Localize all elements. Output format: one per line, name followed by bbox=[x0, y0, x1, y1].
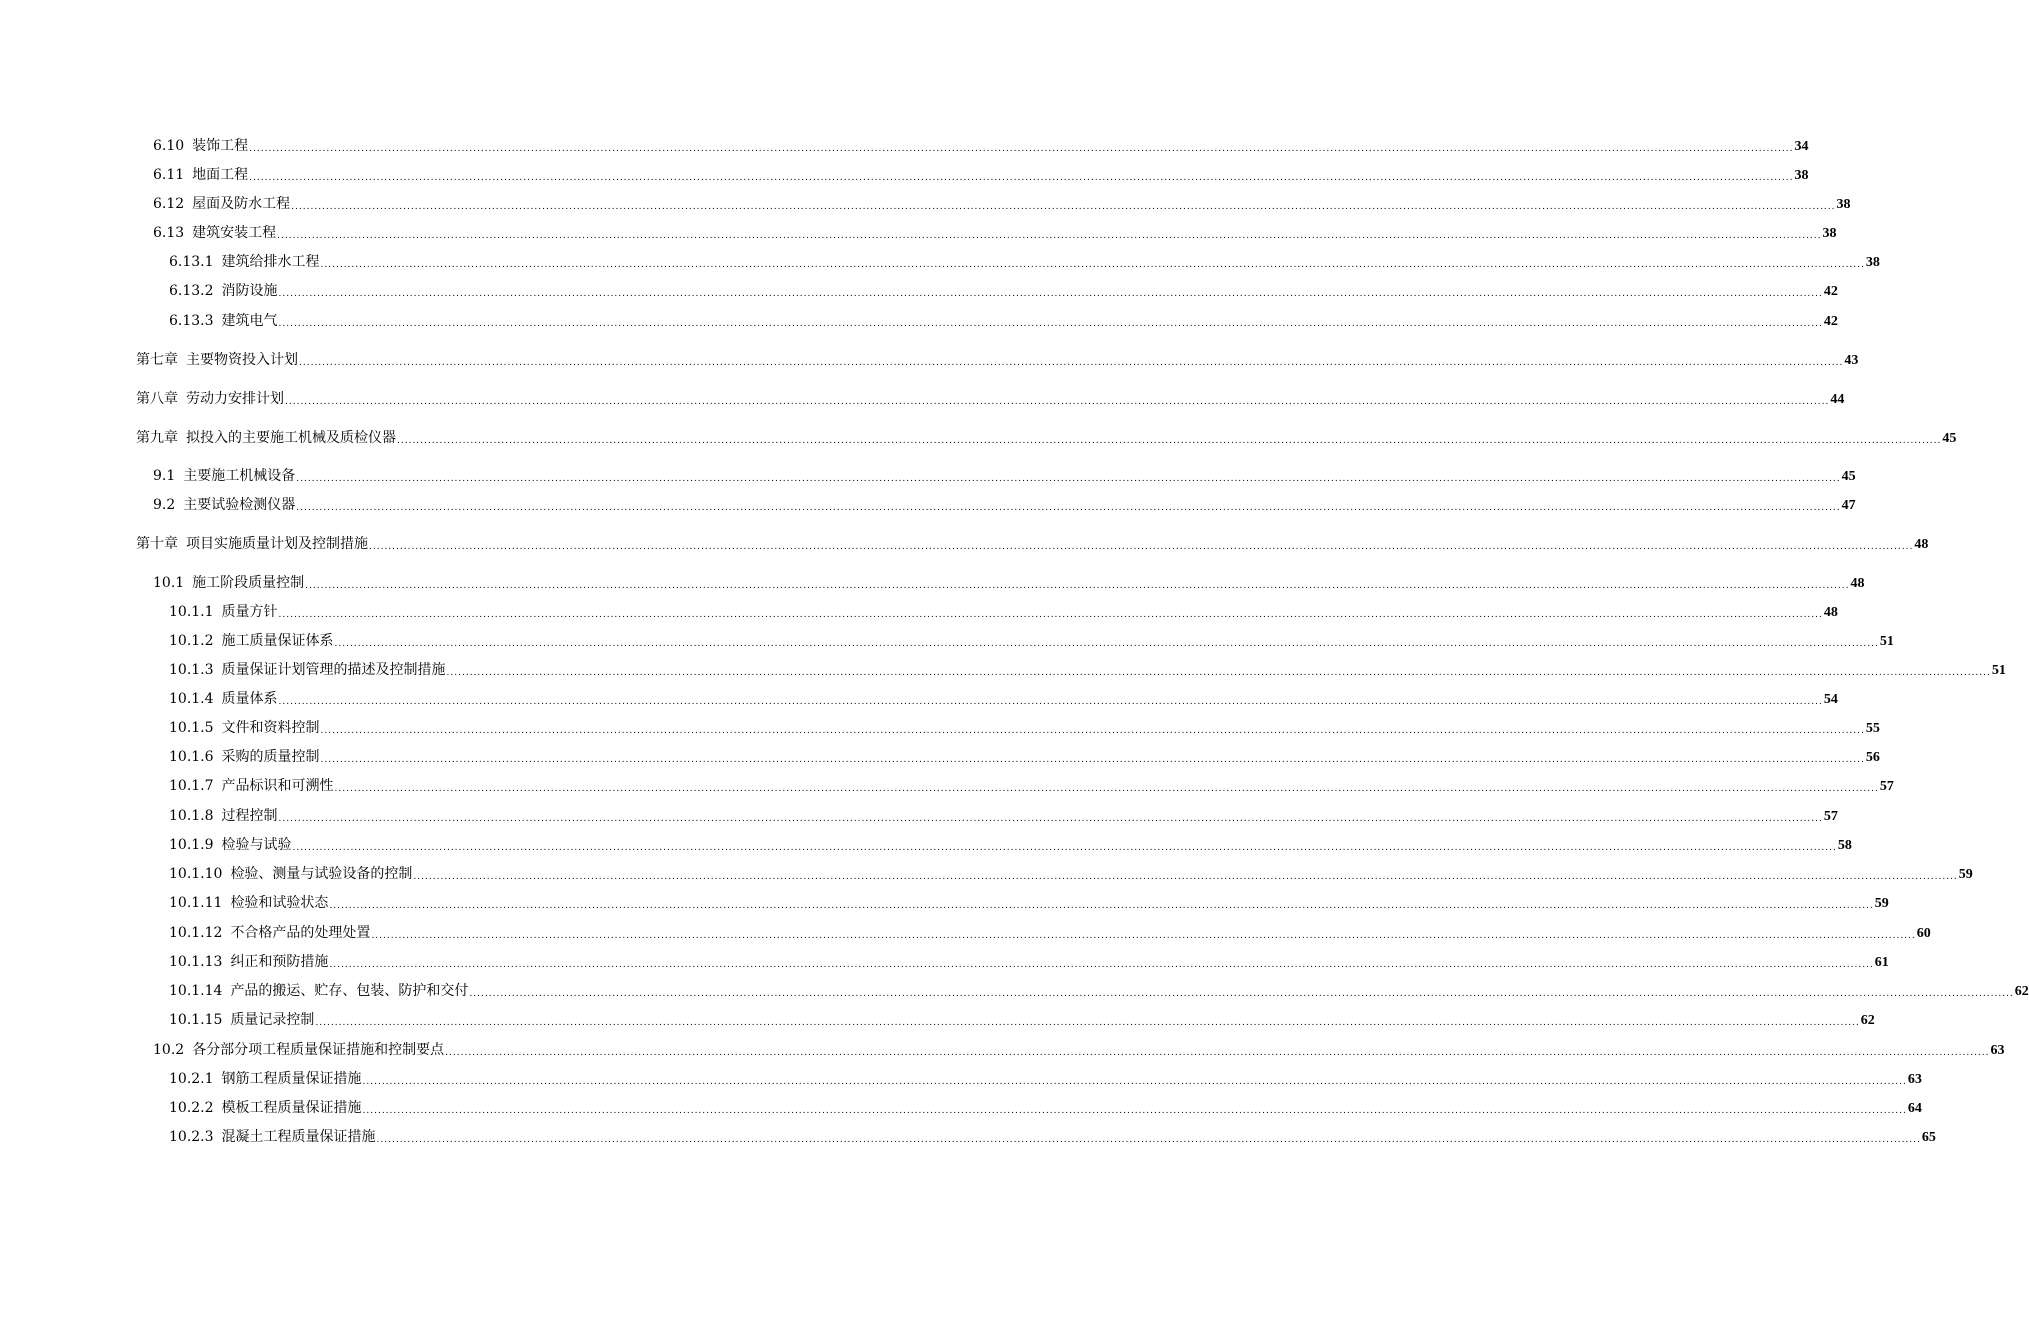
toc-page-number: 47 bbox=[1841, 498, 1856, 513]
toc-page-number: 55 bbox=[1865, 721, 1880, 736]
toc-entry[interactable] bbox=[136, 350, 1859, 370]
toc-page-number: 51 bbox=[1879, 634, 1894, 649]
toc-entry-title: 混凝土工程质量保证措施 bbox=[221, 1129, 376, 1145]
toc-entry[interactable] bbox=[136, 428, 1957, 448]
toc-entry-number: 10.1.2 bbox=[169, 633, 214, 649]
toc-entry-number: 6.13.3 bbox=[169, 313, 214, 329]
toc-entry-title: 采购的质量控制 bbox=[221, 749, 320, 765]
toc-page-number: 57 bbox=[1823, 809, 1838, 824]
toc-entry-number: 10.1.4 bbox=[169, 691, 214, 707]
toc-page-number: 45 bbox=[1841, 469, 1856, 484]
toc-entry-title: 各分部分项工程质量保证措施和控制要点 bbox=[192, 1042, 445, 1058]
toc-page-number: 48 bbox=[1823, 605, 1838, 620]
toc-entry-title: 检验和试验状态 bbox=[230, 895, 329, 911]
toc-page-number: 65 bbox=[1921, 1130, 1936, 1145]
toc-entry-title: 质量保证计划管理的描述及控制措施 bbox=[221, 662, 446, 678]
toc-dot-leader: ................................................................................................................................................................................................................................................................................................................................................................................................................ bbox=[397, 436, 1942, 446]
toc-dot-leader: ................................................................................................................................................................................................................................................................................................................................................................................................................ bbox=[285, 397, 1830, 407]
toc-page-number: 59 bbox=[1958, 867, 1973, 882]
toc-entry[interactable] bbox=[153, 136, 1809, 156]
toc-dot-leader: ................................................................................................................................................................................................................................................................................................................................................................................................................ bbox=[329, 901, 1874, 911]
toc-entry[interactable] bbox=[169, 1010, 1875, 1030]
toc-entry[interactable] bbox=[169, 952, 1889, 972]
toc-entry-number: 10.2.3 bbox=[169, 1129, 214, 1145]
toc-page-number: 43 bbox=[1844, 353, 1859, 368]
toc-page-number: 48 bbox=[1914, 537, 1929, 552]
toc-entry-title: 检验与试验 bbox=[221, 837, 292, 853]
toc-entry-title: 纠正和预防措施 bbox=[230, 954, 329, 970]
toc-entry[interactable] bbox=[153, 223, 1837, 243]
toc-entry-number: 9.2 bbox=[153, 497, 176, 513]
toc-entry-number: 10.1.13 bbox=[169, 954, 223, 970]
toc-entry[interactable] bbox=[169, 981, 2029, 1001]
toc-entry-title: 主要施工机械设备 bbox=[183, 468, 296, 484]
toc-entry-number: 6.13.2 bbox=[169, 283, 214, 299]
toc-entry[interactable] bbox=[153, 466, 1856, 486]
toc-dot-leader: ................................................................................................................................................................................................................................................................................................................................................................................................................ bbox=[369, 542, 1914, 552]
toc-dot-leader: ................................................................................................................................................................................................................................................................................................................................................................................................................ bbox=[334, 784, 1879, 794]
toc-entry-number: 6.10 bbox=[153, 138, 185, 154]
toc-dot-leader: ................................................................................................................................................................................................................................................................................................................................................................................................................ bbox=[299, 358, 1844, 368]
toc-page-number: 59 bbox=[1874, 896, 1889, 911]
toc-entry-title: 质量记录控制 bbox=[230, 1012, 315, 1028]
toc-dot-leader: ................................................................................................................................................................................................................................................................................................................................................................................................................ bbox=[278, 697, 1823, 707]
toc-entry[interactable] bbox=[169, 835, 1852, 855]
toc-page-number: 38 bbox=[1836, 197, 1851, 212]
toc-dot-leader: ................................................................................................................................................................................................................................................................................................................................................................................................................ bbox=[278, 814, 1823, 824]
toc-entry-title: 拟投入的主要施工机械及质检仪器 bbox=[186, 430, 396, 446]
toc-dot-leader: ................................................................................................................................................................................................................................................................................................................................................................................................................ bbox=[249, 144, 1794, 154]
toc-entry-title: 施工阶段质量控制 bbox=[192, 575, 305, 591]
toc-dot-leader: ................................................................................................................................................................................................................................................................................................................................................................................................................ bbox=[249, 173, 1794, 183]
toc-entry-number: 10.2.1 bbox=[169, 1071, 214, 1087]
toc-dot-leader: ................................................................................................................................................................................................................................................................................................................................................................................................................ bbox=[446, 668, 1991, 678]
toc-entry-title: 建筑电气 bbox=[221, 313, 278, 329]
toc-dot-leader: ................................................................................................................................................................................................................................................................................................................................................................................................................ bbox=[278, 289, 1823, 299]
toc-entry-title: 劳动力安排计划 bbox=[186, 391, 284, 407]
toc-dot-leader: ................................................................................................................................................................................................................................................................................................................................................................................................................ bbox=[371, 931, 1916, 941]
toc-dot-leader: ................................................................................................................................................................................................................................................................................................................................................................................................................ bbox=[413, 872, 1958, 882]
toc-dot-leader: ................................................................................................................................................................................................................................................................................................................................................................................................................ bbox=[277, 231, 1822, 241]
toc-entry-number: 10.1.5 bbox=[169, 720, 214, 736]
toc-entry-title: 检验、测量与试验设备的控制 bbox=[230, 866, 413, 882]
toc-entry[interactable] bbox=[169, 1098, 1922, 1118]
toc-entry[interactable] bbox=[153, 573, 1865, 593]
toc-entry-title: 屋面及防水工程 bbox=[192, 196, 291, 212]
toc-dot-leader: ................................................................................................................................................................................................................................................................................................................................................................................................................ bbox=[296, 474, 1841, 484]
toc-dot-leader: ................................................................................................................................................................................................................................................................................................................................................................................................................ bbox=[362, 1106, 1907, 1116]
toc-entry-title: 项目实施质量计划及控制措施 bbox=[186, 536, 368, 552]
toc-dot-leader: ................................................................................................................................................................................................................................................................................................................................................................................................................ bbox=[376, 1135, 1921, 1145]
toc-entry[interactable] bbox=[169, 631, 1894, 651]
toc-entry-title: 文件和资料控制 bbox=[221, 720, 320, 736]
toc-dot-leader: ................................................................................................................................................................................................................................................................................................................................................................................................................ bbox=[292, 843, 1837, 853]
toc-dot-leader: ................................................................................................................................................................................................................................................................................................................................................................................................................ bbox=[320, 726, 1865, 736]
toc-page-number: 61 bbox=[1874, 955, 1889, 970]
toc-dot-leader: ................................................................................................................................................................................................................................................................................................................................................................................................................ bbox=[278, 319, 1823, 329]
toc-entry-number: 10.1.3 bbox=[169, 662, 214, 678]
toc-entry[interactable] bbox=[153, 495, 1856, 515]
toc-dot-leader: ................................................................................................................................................................................................................................................................................................................................................................................................................ bbox=[278, 610, 1823, 620]
toc-page-number: 48 bbox=[1850, 576, 1865, 591]
toc-entry[interactable] bbox=[169, 893, 1889, 913]
toc-entry-title: 模板工程质量保证措施 bbox=[221, 1100, 362, 1116]
toc-entry-title: 产品的搬运、贮存、包装、防护和交付 bbox=[230, 983, 469, 999]
toc-entry-number: 10.1.1 bbox=[169, 604, 214, 620]
toc-entry-title: 主要物资投入计划 bbox=[186, 352, 298, 368]
toc-entry-title: 主要试验检测仪器 bbox=[183, 497, 296, 513]
toc-entry-number: 10.1.10 bbox=[169, 866, 223, 882]
toc-dot-leader: ................................................................................................................................................................................................................................................................................................................................................................................................................ bbox=[445, 1048, 1990, 1058]
toc-entry-number: 9.1 bbox=[153, 468, 176, 484]
toc-page-number: 34 bbox=[1794, 139, 1809, 154]
toc-page-number: 38 bbox=[1865, 255, 1880, 270]
toc-entry-title: 产品标识和可溯性 bbox=[221, 778, 334, 794]
toc-page-number: 57 bbox=[1879, 779, 1894, 794]
toc-page-number: 42 bbox=[1823, 314, 1838, 329]
toc-entry-number: 10.1.8 bbox=[169, 808, 214, 824]
toc-page-number: 38 bbox=[1822, 226, 1837, 241]
toc-page-number: 45 bbox=[1942, 431, 1957, 446]
toc-entry-number: 10.2.2 bbox=[169, 1100, 214, 1116]
toc-entry-number: 10.1 bbox=[153, 575, 185, 591]
toc-entry-number: 10.1.14 bbox=[169, 983, 223, 999]
toc-dot-leader: ................................................................................................................................................................................................................................................................................................................................................................................................................ bbox=[320, 260, 1865, 270]
toc-entry-number: 6.13.1 bbox=[169, 254, 214, 270]
toc-entry-title: 建筑给排水工程 bbox=[221, 254, 320, 270]
toc-dot-leader: ................................................................................................................................................................................................................................................................................................................................................................................................................ bbox=[320, 755, 1865, 765]
toc-entry-title: 不合格产品的处理处置 bbox=[230, 925, 371, 941]
toc-entry-number: 10.1.7 bbox=[169, 778, 214, 794]
toc-entry-number: 10.1.11 bbox=[169, 895, 223, 911]
toc-entry-number: 6.13 bbox=[153, 225, 185, 241]
toc-entry[interactable] bbox=[169, 718, 1880, 738]
toc-entry[interactable] bbox=[169, 1127, 1936, 1147]
toc-entry-number: 第七章 bbox=[136, 352, 178, 368]
toc-page-number: 60 bbox=[1916, 926, 1931, 941]
toc-page-number: 62 bbox=[2014, 984, 2029, 999]
toc-dot-leader: ................................................................................................................................................................................................................................................................................................................................................................................................................ bbox=[362, 1077, 1907, 1087]
toc-entry[interactable] bbox=[169, 864, 1973, 884]
toc-entry[interactable] bbox=[169, 311, 1838, 331]
toc-page-number: 38 bbox=[1794, 168, 1809, 183]
toc-dot-leader: ................................................................................................................................................................................................................................................................................................................................................................................................................ bbox=[315, 1018, 1860, 1028]
toc-entry-title: 地面工程 bbox=[192, 167, 249, 183]
toc-entry-title: 建筑安装工程 bbox=[192, 225, 277, 241]
toc-entry[interactable] bbox=[153, 1040, 2005, 1060]
toc-entry-number: 10.1.6 bbox=[169, 749, 214, 765]
toc-entry-title: 过程控制 bbox=[221, 808, 278, 824]
toc-entry-number: 第十章 bbox=[136, 536, 178, 552]
toc-entry[interactable] bbox=[169, 252, 1880, 272]
toc-page-number: 42 bbox=[1823, 284, 1838, 299]
toc-entry[interactable] bbox=[153, 194, 1851, 214]
toc-entry[interactable] bbox=[169, 806, 1838, 826]
toc-entry-number: 6.12 bbox=[153, 196, 185, 212]
toc-entry-number: 第九章 bbox=[136, 430, 178, 446]
toc-entry-title: 质量体系 bbox=[221, 691, 278, 707]
toc-page-number: 62 bbox=[1860, 1013, 1875, 1028]
toc-entry-number: 10.1.15 bbox=[169, 1012, 223, 1028]
toc-entry[interactable] bbox=[153, 165, 1809, 185]
toc-entry-title: 消防设施 bbox=[221, 283, 278, 299]
toc-entry-title: 钢筋工程质量保证措施 bbox=[221, 1071, 362, 1087]
toc-page-number: 51 bbox=[1991, 663, 2006, 678]
toc-page-number: 44 bbox=[1830, 392, 1845, 407]
toc-entry[interactable] bbox=[169, 776, 1894, 796]
toc-entry[interactable] bbox=[169, 602, 1838, 622]
toc-entry-number: 10.1.9 bbox=[169, 837, 214, 853]
toc-entry-number: 10.2 bbox=[153, 1042, 185, 1058]
toc-entry-title: 装饰工程 bbox=[192, 138, 249, 154]
toc-dot-leader: ................................................................................................................................................................................................................................................................................................................................................................................................................ bbox=[329, 960, 1874, 970]
toc-entry-number: 6.11 bbox=[153, 167, 185, 183]
toc-entry-number: 第八章 bbox=[136, 391, 178, 407]
toc-dot-leader: ................................................................................................................................................................................................................................................................................................................................................................................................................ bbox=[334, 639, 1879, 649]
toc-entry[interactable] bbox=[169, 923, 1931, 943]
toc-page-number: 63 bbox=[1990, 1043, 2005, 1058]
toc-page-number: 63 bbox=[1907, 1072, 1922, 1087]
toc-entry-title: 质量方针 bbox=[221, 604, 278, 620]
toc-dot-leader: ................................................................................................................................................................................................................................................................................................................................................................................................................ bbox=[469, 989, 2014, 999]
toc-dot-leader: ................................................................................................................................................................................................................................................................................................................................................................................................................ bbox=[291, 202, 1836, 212]
toc-entry[interactable] bbox=[169, 660, 2006, 680]
toc-entry[interactable] bbox=[136, 534, 1929, 554]
toc-page-number: 64 bbox=[1907, 1101, 1922, 1116]
toc-entry[interactable] bbox=[169, 747, 1880, 767]
toc-entry[interactable] bbox=[169, 689, 1838, 709]
toc-dot-leader: ................................................................................................................................................................................................................................................................................................................................................................................................................ bbox=[296, 503, 1841, 513]
toc-entry[interactable] bbox=[169, 281, 1838, 301]
toc-page-number: 58 bbox=[1837, 838, 1852, 853]
toc-entry-title: 施工质量保证体系 bbox=[221, 633, 334, 649]
toc-dot-leader: ................................................................................................................................................................................................................................................................................................................................................................................................................ bbox=[305, 581, 1850, 591]
toc-entry-number: 10.1.12 bbox=[169, 925, 223, 941]
toc-page-number: 54 bbox=[1823, 692, 1838, 707]
toc-entry[interactable] bbox=[169, 1069, 1922, 1089]
toc-page-number: 56 bbox=[1865, 750, 1880, 765]
toc-entry[interactable] bbox=[136, 389, 1845, 409]
